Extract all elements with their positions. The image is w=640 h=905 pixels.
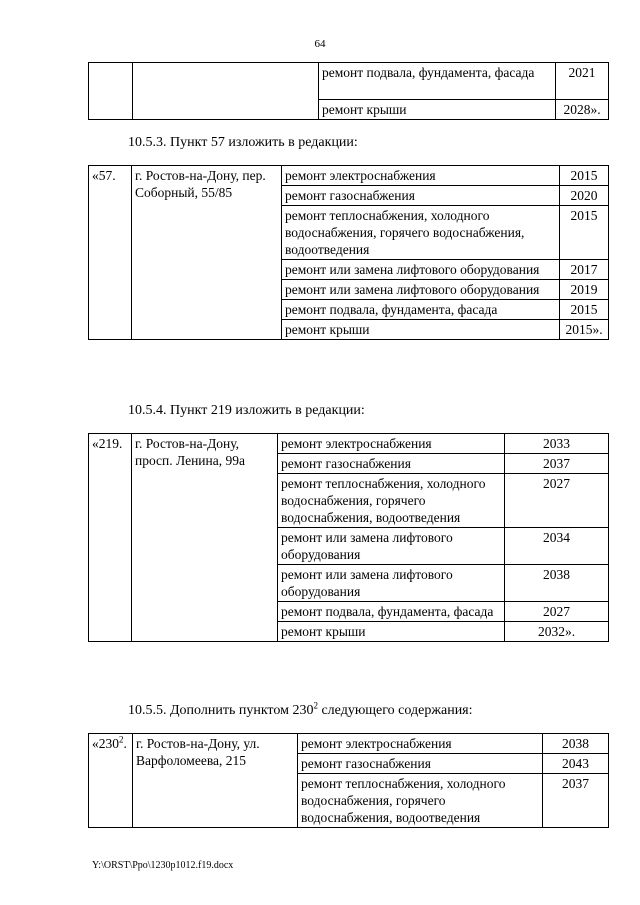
item-address: г. Ростов-на-Дону, ул. Варфоломеева, 215 — [133, 734, 298, 828]
item-57-table — [88, 165, 609, 340]
paragraph-text-end: следующего содержания: — [317, 703, 473, 718]
item-address: г. Ростов-на-Дону, просп. Ленина, 99а — [132, 434, 278, 642]
year-cell: 2020 — [560, 186, 609, 206]
year-cell: 2019 — [560, 280, 609, 300]
paragraph-10-5-4: 10.5.4. Пункт 219 изложить в редакции: — [128, 403, 365, 418]
table-row — [89, 63, 609, 100]
page-number: 64 — [314, 38, 326, 50]
item-number-dot: . — [123, 736, 127, 751]
item-number-sup: 2 — [119, 734, 124, 745]
paragraph-text: 10.5.5. Дополнить пунктом 230 — [128, 703, 314, 718]
year-cell: 2034 — [505, 528, 609, 565]
year-cell: 2038 — [543, 734, 609, 754]
year-cell: 2015». — [560, 320, 609, 340]
num-cell — [89, 63, 133, 120]
year-cell: 2028». — [556, 100, 609, 120]
work-cell: ремонт крыши — [278, 622, 505, 642]
year-cell: 2037 — [505, 454, 609, 474]
year-cell: 2015 — [560, 166, 609, 186]
year-cell: 2021 — [556, 63, 609, 100]
work-cell: ремонт электроснабжения — [278, 434, 505, 454]
paragraph-10-5-5 — [128, 700, 473, 719]
year-cell: 2017 — [560, 260, 609, 280]
item-219-table — [88, 433, 609, 642]
work-cell: ремонт крыши — [319, 100, 556, 120]
item-number: «219. — [89, 434, 132, 642]
work-cell: ремонт теплоснабжения, холодного водоснабжения, горячего водоснабжения, водоотведения — [282, 206, 560, 260]
work-cell: ремонт теплоснабжения, холодного водоснабжения, горячего водоснабжения, водоотведения — [298, 774, 543, 828]
item-230-2-table — [88, 733, 609, 828]
work-cell: ремонт или замена лифтового оборудования — [278, 565, 505, 602]
superscript: 2 — [313, 700, 318, 711]
item-number — [89, 734, 133, 828]
work-cell: ремонт газоснабжения — [298, 754, 543, 774]
footer-file-path: Y:\ORST\Ppo\1230p1012.f19.docx — [92, 860, 234, 871]
table-row — [89, 434, 609, 454]
item-number-text: «230 — [92, 736, 119, 751]
work-cell: ремонт газоснабжения — [282, 186, 560, 206]
year-cell: 2032». — [505, 622, 609, 642]
work-cell: ремонт теплоснабжения, холодного водоснабжения, горячего водоснабжения, водоотведения — [278, 474, 505, 528]
work-cell: ремонт подвала, фундамента, фасада — [319, 63, 556, 100]
year-cell: 2033 — [505, 434, 609, 454]
work-cell: ремонт или замена лифтового оборудования — [282, 280, 560, 300]
work-cell: ремонт электроснабжения — [298, 734, 543, 754]
work-cell: ремонт подвала, фундамента, фасада — [282, 300, 560, 320]
continuation-table — [88, 62, 609, 120]
work-cell: ремонт газоснабжения — [278, 454, 505, 474]
paragraph-10-5-3: 10.5.3. Пункт 57 изложить в редакции: — [128, 135, 358, 150]
work-cell: ремонт электроснабжения — [282, 166, 560, 186]
work-cell: ремонт крыши — [282, 320, 560, 340]
year-cell: 2015 — [560, 300, 609, 320]
year-cell: 2027 — [505, 474, 609, 528]
work-cell: ремонт подвала, фундамента, фасада — [278, 602, 505, 622]
year-cell: 2015 — [560, 206, 609, 260]
work-cell: ремонт или замена лифтового оборудования — [282, 260, 560, 280]
address-cell — [133, 63, 319, 120]
item-number: «57. — [89, 166, 132, 340]
work-cell: ремонт или замена лифтового оборудования — [278, 528, 505, 565]
year-cell: 2037 — [543, 774, 609, 828]
year-cell: 2038 — [505, 565, 609, 602]
table-row — [89, 166, 609, 186]
year-cell: 2043 — [543, 754, 609, 774]
item-address: г. Ростов-на-Дону, пер. Соборный, 55/85 — [132, 166, 282, 340]
year-cell: 2027 — [505, 602, 609, 622]
table-row — [89, 734, 609, 754]
